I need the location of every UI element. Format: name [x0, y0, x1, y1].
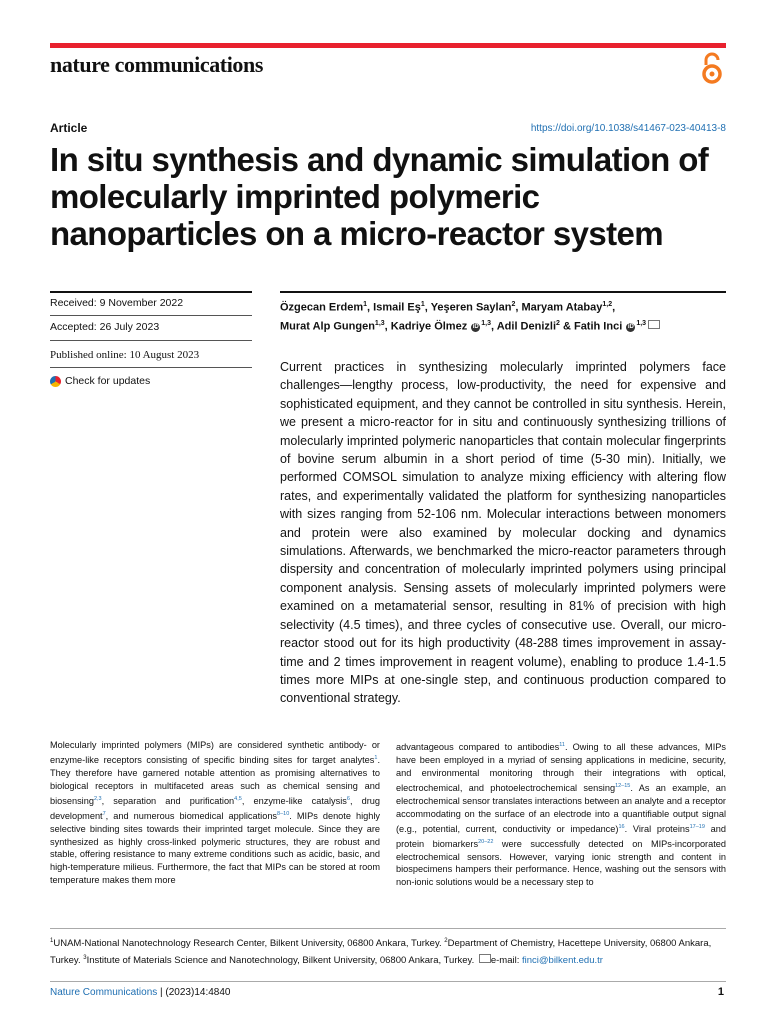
- body-column-right: [396, 739, 726, 889]
- body-text: . They therefore have garnered notable attention as promising alternatives to biological receptors in multifaceted areas such as chemical sensing and biosensing: [50, 754, 380, 806]
- citation-ref[interactable]: 2,3: [93, 795, 102, 802]
- affiliation-sup: 1,3: [481, 319, 491, 327]
- affiliation-text: Department of Chemistry, Hacettepe University, 06800 Ankara, Turkey.: [50, 938, 712, 967]
- accepted-date: Accepted: 26 July 2023: [50, 321, 160, 333]
- author-name[interactable]: Adil Denizli: [496, 320, 556, 333]
- affiliation-sup: 1,3: [636, 319, 647, 327]
- affiliation-sup: 2: [556, 319, 560, 327]
- email-icon: [479, 954, 491, 963]
- body-column-left: [50, 739, 380, 887]
- affiliation-sup: 1: [363, 301, 368, 308]
- author-name[interactable]: Maryam Atabay: [521, 301, 603, 314]
- email-label: e-mail:: [490, 955, 522, 967]
- body-text: and protein biomarkers: [396, 823, 726, 849]
- body-text: . Viral proteins: [624, 823, 690, 834]
- email-link[interactable]: finci@bilkent.edu.tr: [522, 955, 603, 967]
- affiliation-text: Institute of Materials Science and Nanotechnology, Bilkent University, 06800 Ankara, Turkey.: [86, 955, 477, 967]
- header-red-bar: [50, 43, 726, 48]
- footer-volume: | (2023)14:4840: [157, 987, 231, 998]
- page-number: 1: [717, 986, 724, 998]
- check-for-updates-label: Check for updates: [65, 375, 151, 387]
- orcid-icon[interactable]: iD: [472, 324, 479, 331]
- affiliation-text: UNAM-National Nanotechnology Research Center, Bilkent University, 06800 Ankara, Turkey.: [53, 938, 445, 950]
- footer-journal-link[interactable]: Nature Communications: [50, 987, 158, 998]
- article-type-label: Article: [50, 121, 88, 135]
- citation-ref[interactable]: 12–15: [615, 782, 631, 789]
- author-name[interactable]: Kadriye Ölmez: [390, 320, 468, 333]
- body-text: Molecularly imprinted polymers (MIPs) are considered synthetic antibody- or enzyme-like receptors consisting of specific binding sites for target analytes: [50, 740, 380, 765]
- citation-ref[interactable]: 6: [346, 795, 350, 802]
- received-date: Received: 9 November 2022: [50, 297, 184, 309]
- author-name[interactable]: Murat Alp Gungen: [280, 320, 375, 333]
- body-text: advantageous compared to antibodies: [396, 742, 560, 753]
- body-text: , separation and purification: [101, 795, 235, 806]
- meta-top-rule: [50, 291, 252, 293]
- citation-ref[interactable]: 1: [374, 754, 378, 761]
- check-for-updates-button[interactable]: [50, 375, 150, 387]
- body-text: . As an example, an electrochemical sensor translates interactions between an analyte and a receptor accommodating on the surface of an electrode into a quantifiable output signal (e.g., potential, current, conductivity or impedance): [396, 782, 726, 834]
- affiliation-sup: 1: [50, 938, 54, 944]
- meta-divider: [50, 315, 252, 316]
- email-icon[interactable]: [648, 320, 660, 329]
- article-title: In situ synthesis and dynamic simulation of molecularly imprinted polymeric nanoparticles on a micro-reactor system: [50, 141, 709, 252]
- citation-ref[interactable]: 20–22: [478, 838, 494, 845]
- author-name[interactable]: Ismail Eş: [373, 301, 421, 314]
- crossmark-icon: [50, 376, 61, 387]
- orcid-icon[interactable]: iD: [627, 324, 634, 331]
- footer-citation: [50, 987, 230, 998]
- affiliation-sup: 1,3: [374, 319, 385, 327]
- affiliation-sup: 2: [444, 938, 448, 944]
- citation-ref[interactable]: 11: [559, 742, 565, 748]
- author-separator: &: [559, 320, 574, 333]
- author-name[interactable]: Yeşeren Saylan: [430, 301, 512, 314]
- body-text: . Owing to all these advances, MIPs have been employed in a myriad of sensing applications in medicine, security, and environmental monitoring through their integrations with optical, electrochemical, and photoelectrochemical sensing: [396, 742, 726, 793]
- citation-ref[interactable]: 17–19: [689, 823, 705, 830]
- published-date: Published online: 10 August 2023: [50, 349, 200, 361]
- author-separator: ,: [384, 320, 391, 333]
- author-separator: ,: [424, 301, 431, 314]
- body-text: were successfully detected on MIPs-incorporated electrochemical sensors. However, varying ionic strength and content in biospecimens hampers their performance. Hence, washing out the sensors with non-ionic solutions would be a necessary step to: [396, 838, 727, 888]
- author-separator: ,: [367, 301, 374, 314]
- affiliations-footnote: [50, 934, 726, 968]
- meta-divider: [50, 340, 252, 341]
- citation-ref[interactable]: 7: [102, 810, 106, 817]
- body-text: , drug development: [50, 795, 380, 821]
- author-separator: ,: [491, 320, 497, 333]
- body-text: , and numerous biomedical applications: [105, 810, 278, 821]
- author-separator: ,: [515, 301, 522, 314]
- abstract: Current practices in synthesizing molecularly imprinted polymers face challenges—lengthy process, low-productivity, the need for expensive and sophisticated equipment, and they cannot be controlled in situ synthesis. Herein, we present a micro-reactor for in situ and continuously synthesizing trillions of molecularly imprinted polymeric nanoparticles that contain molecular fingerprints of bovine serum albumin in a short period of time (5-30 min). Initially, we performed COMSOL simulation to analyze mixing efficiency with altering flow rates, and experimentally validated the platform for synthesizing nanoparticles with sizes ranging from 52-106 nm. Molecular interactions between monomers and protein were also examined by molecular docking and dynamics simulations. Afterwards, we benchmarked the micro-reactor parameters through dispersity and concentration of molecularly imprinted polymers using principal component analysis. Sensing assets of molecularly imprinted polymers were examined on a metamaterial sensor, resulting in 81% of precision with high selectivity (4.5 times), and three cycles of consecutive use. Overall, our micro-reactor stood out for its high productivity (48-288 times improvement in assay-time and 2 times improvement in reagent volume), enabling to produce 1.4-1.5 times more MIPs at one-single step, and continuous production compared to conventional strategy.: [280, 360, 726, 706]
- doi-link[interactable]: https://doi.org/10.1038/s41467-023-40413-8: [530, 123, 726, 134]
- authors-top-rule: [280, 291, 726, 293]
- citation-ref[interactable]: 8–10: [277, 810, 290, 817]
- open-access-icon[interactable]: [700, 52, 724, 86]
- meta-divider: [50, 367, 252, 368]
- footnote-rule: [50, 928, 726, 929]
- body-text: , enzyme-like catalysis: [241, 795, 347, 806]
- affiliation-sup: 3: [83, 955, 87, 962]
- citation-ref[interactable]: 16: [618, 823, 625, 830]
- author-separator: ,: [612, 301, 616, 314]
- affiliation-sup: 2: [511, 301, 516, 308]
- affiliation-sup: 1,2: [602, 301, 613, 308]
- affiliation-sup: 1: [420, 301, 425, 308]
- author-list: [280, 297, 726, 334]
- author-name[interactable]: Özgecan Erdem: [280, 301, 364, 314]
- author-name[interactable]: Fatih Inci: [573, 320, 623, 333]
- footer-rule: [50, 981, 726, 982]
- citation-ref[interactable]: 4,5: [234, 795, 242, 802]
- journal-name[interactable]: nature communications: [50, 52, 264, 77]
- body-text: . MIPs denote highly selective binding sites towards their imprinted target molecule. Since they are synthesized as highly cross-linked polymeric structures, they are robust and stable, offering resistance to many extreme conditions such as acidic, basic, and high-temperature milieus. Furthermore, the fact that MIPs can be stored at room temperature makes them more: [50, 810, 380, 886]
